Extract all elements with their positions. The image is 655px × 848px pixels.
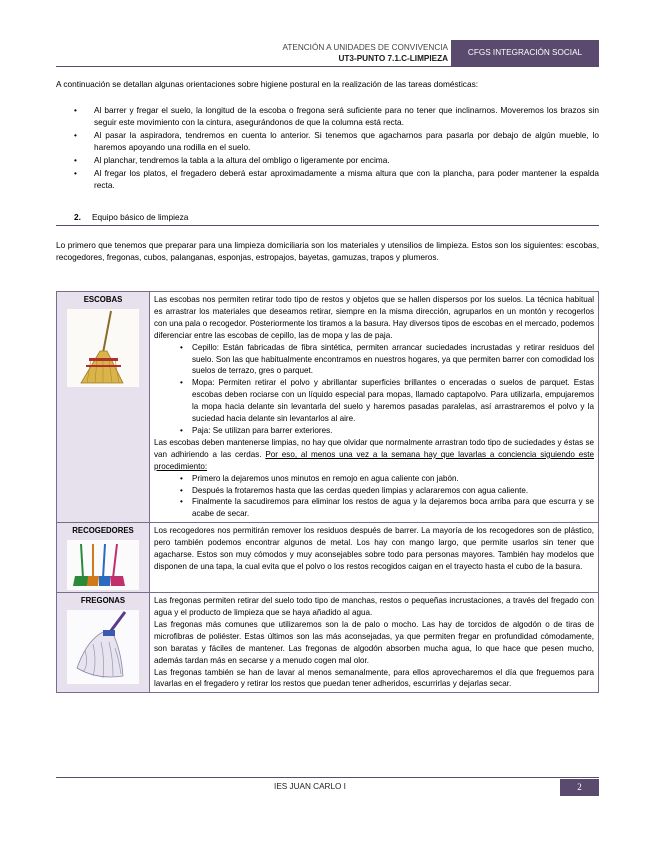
escobas-cleaning-note: Las escobas deben mantenerse limpias, no hay que olvidar que normalmente arrastran todo tipo de suciedades y éstas se van adhiriendo a las cerdas.	[154, 437, 594, 459]
section-title: Equipo básico de limpieza	[92, 212, 189, 222]
list-item: • Al planchar, tendremos la tabla a la altura del ombligo o ligeramente por encima.	[56, 154, 599, 166]
header-unit: UT3-PUNTO 7.1.C-LIMPIEZA	[338, 54, 448, 63]
header-titles	[180, 42, 448, 64]
broom-types-list	[154, 342, 594, 437]
materials-paragraph: Lo primero que tenemos que preparar para una limpieza domiciliaria son los materiales y utensilios de limpieza. Estos son los siguientes: escobas, recogedores, fregonas, cubos, palanganas, esponjas, estropajos, bayetas, gamuzas, trapos y plumeros.	[56, 240, 599, 262]
escobas-description	[150, 292, 599, 523]
section-number: 2.	[74, 212, 81, 222]
list-item: • Después la frotaremos hasta que las cerdas queden limpias y aclararemos con agua caliente.	[154, 485, 594, 497]
fregonas-cleaning: Las fregonas también se han de lavar al menos semanalmente, para ellos aprovecharemos el día que freguemos para lavarlas en el fregadero y retirar los restos que puedan tener adheridos, escurrirlas y dejarlas secar.	[154, 667, 594, 689]
fregonas-types: Las fregonas más comunes que utilizaremos son la de palo o mocho. Las hay de torcidos de algodón o de tiras de microfibras de poliéster. Estas últimos son las más aconsejadas, ya que permiten fregar en profundidad cómodamente, son baratas y fáciles de mantener. Las fregonas de algodón absorben mucha agua, lo que hace que pesen mucho, además tardan más en secarse y a menudo cogen mal olor.	[154, 619, 594, 665]
recogedores-description: Los recogedores nos permitirán remover los residuos después de barrer. La mayoría de los recogedores son de plástico, pero también podemos encontrar algunos de metal. Los hay con mango largo, que permite usarlos sin tener que agacharse. Estos son muy cómodos y muy aconsejables sobre todo para personas mayores. También hay modelos que disponen de una tapa, la cual evita que el polvo o los restos recogidos caigan en el trayecto hasta el cubo de la basura.	[150, 523, 599, 593]
table-row	[57, 292, 599, 523]
fregonas-label: FREGONAS	[80, 596, 126, 606]
list-item: • Al fregar los platos, el fregadero deberá estar aproximadamente a misma altura que con la plancha, para poder mantener la espalda recta.	[56, 167, 599, 191]
dustpan-icon	[67, 540, 139, 590]
escobas-procedure-intro: Por eso, al menos una vez a la semana hay que lavarlas a conciencia siguiendo este procedimiento:	[154, 449, 594, 471]
list-item: • Mopa: Permiten retirar el polvo y abrillantar superficies brillantes o enceradas o suelos de parquet. Estas escobas deben rociarse con un líquido especial para mopas, llamado captapolvo. Para utilizarla, empujaremos la mopa hacia delante sin levantarla del suelo y haremos pasadas paralelas, así arrastraremos el polvo y la suciedad hacia delante sin levantarlos al aire.	[154, 377, 594, 425]
table-row	[57, 593, 599, 693]
header-divider	[56, 66, 599, 67]
posture-bullet-list	[56, 104, 599, 192]
section-heading	[56, 211, 599, 223]
footer-school: IES JUAN CARLO I	[274, 782, 346, 791]
fregonas-label-cell	[57, 593, 150, 693]
list-item: • Finalmente la sacudiremos para eliminar los restos de agua y la dejaremos boca arriba para que escurra y se acabe de secar.	[154, 496, 594, 520]
escobas-label: ESCOBAS	[83, 295, 123, 304]
list-item: • Primero la dejaremos unos minutos en remojo en agua caliente con jabón.	[154, 473, 594, 485]
cleaning-steps-list	[154, 473, 594, 521]
page-number: 2	[560, 779, 599, 796]
recogedores-label: RECOGEDORES	[72, 526, 134, 536]
header-course-box: CFGS INTEGRACIÓN SOCIAL	[451, 40, 599, 66]
escobas-intro: Las escobas nos permiten retirar todo tipo de restos y objetos que se hallen dispersos por los suelos. La técnica habitual es arrastrar los materiales que deseamos retirar, siempre en la misma dirección, agruparlos en un montón y recogerlos con una pala o recogedor. Posteriormente los tiramos a la basura. Hay diversos tipos de escobas en el mercado, podemos diferenciar entre las escobas de cepillo, las de mopa y las de paja.	[154, 295, 595, 340]
fregonas-intro: Las fregonas permiten retirar del suelo todo tipo de manchas, restos o pequeñas incrustaciones, a través del fregado con agua y el producto de limpieza que se haya añadido al agua.	[154, 596, 594, 618]
list-item: • Al pasar la aspiradora, tendremos en cuenta lo anterior. Si tenemos que agacharnos para pasarla por debajo de algún mueble, lo haremos apoyando una rodilla en el suelo.	[56, 129, 599, 153]
footer-divider	[56, 777, 599, 778]
intro-paragraph: A continuación se detallan algunas orientaciones sobre higiene postural en la realización de las tareas domésticas:	[56, 79, 479, 89]
mop-icon	[67, 610, 139, 684]
section-divider	[56, 225, 599, 226]
equipment-table	[56, 291, 599, 693]
escobas-cleaning-text	[154, 437, 594, 473]
header-module: ATENCIÓN A UNIDADES DE CONVIVENCIA	[282, 43, 448, 52]
recogedores-label-cell	[57, 523, 150, 593]
escobas-label-cell	[57, 292, 150, 523]
list-item: • Al barrer y fregar el suelo, la longitud de la escoba o fregona será suficiente para no tener que inclinarnos. Moveremos los brazos sin seguir este movimiento con la cintura, asegurándonos de que la columna está recta.	[56, 104, 599, 128]
fregonas-description	[150, 593, 599, 693]
list-item: • Cepillo: Están fabricadas de fibra sintética, permiten arrancar suciedades incrustadas y retirar residuos del suelo. Son las que habitualmente encontramos en nuestros hogares, ya que permiten barrer con comodidad los suelos de terrazo, gres o parquet.	[154, 342, 594, 378]
broom-icon	[67, 309, 139, 387]
table-row	[57, 523, 599, 593]
list-item: • Paja: Se utilizan para barrer exteriores.	[154, 425, 594, 437]
